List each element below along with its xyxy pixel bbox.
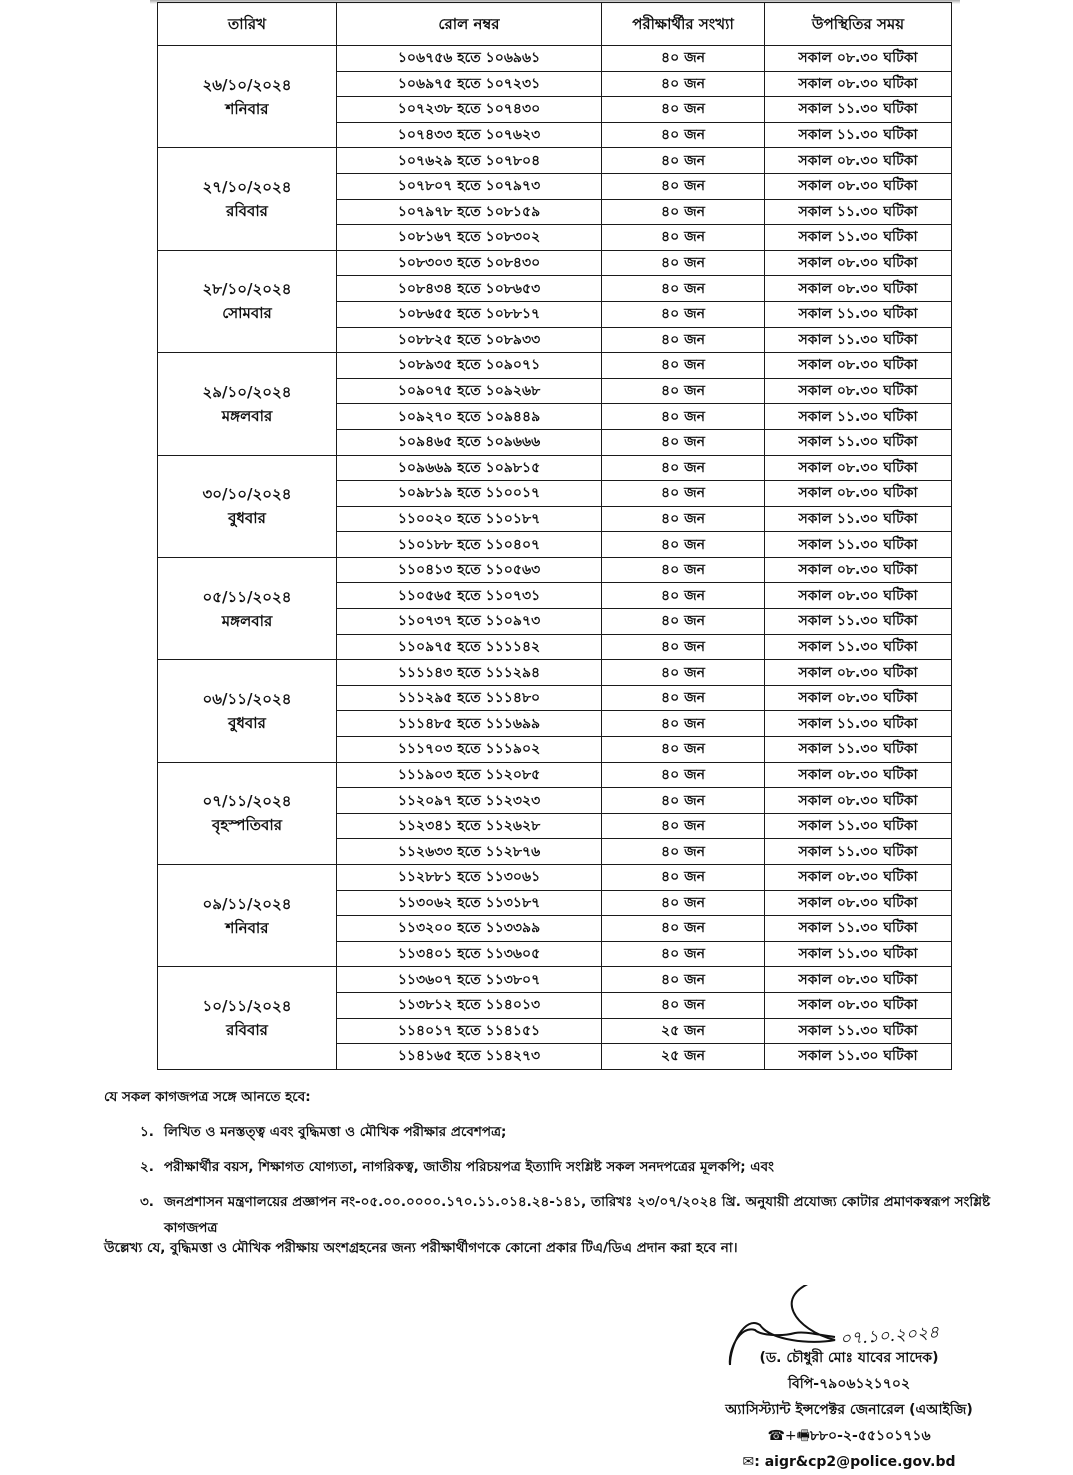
exam-weekday: রবিবার — [226, 202, 268, 221]
candidate-count-cell: ৪০ জন — [602, 455, 765, 481]
exam-weekday: শনিবার — [225, 918, 269, 937]
reporting-time-cell: সকাল ০৮.৩০ ঘটিকা — [765, 148, 952, 174]
candidate-count-cell: ৪০ জন — [602, 685, 765, 711]
candidate-count-cell: ৪০ জন — [602, 506, 765, 532]
roll-range-cell: ১০৭৮০৭ হতে ১০৭৯৭৩ — [337, 173, 602, 199]
exam-weekday: বুধবার — [228, 509, 266, 528]
candidate-count-cell: ২৫ জন — [602, 1018, 765, 1044]
reporting-time-cell: সকাল ১১.৩০ ঘটিকা — [765, 916, 952, 942]
signature-date: ০৭.১০.২০২৪ — [839, 1322, 940, 1350]
list-item: ১. লিখিত ও মনস্তত্ত্ব এবং বুদ্ধিমত্তা ও মৌখিক পরীক্ষার প্রবেশপত্র; — [140, 1124, 507, 1140]
reporting-time-cell: সকাল ০৮.৩০ ঘটিকা — [765, 455, 952, 481]
table-row — [158, 455, 952, 481]
reporting-time-cell: সকাল ১১.৩০ ঘটিকা — [765, 199, 952, 225]
reporting-time-cell: সকাল ১১.৩০ ঘটিকা — [765, 404, 952, 430]
roll-range-cell: ১০৮৮২৫ হতে ১০৮৯৩৩ — [337, 327, 602, 353]
roll-range-cell: ১০৯৮১৯ হতে ১১০০১৭ — [337, 481, 602, 507]
reporting-time-cell: সকাল ০৮.৩০ ঘটিকা — [765, 173, 952, 199]
table-row — [158, 660, 952, 686]
reporting-time-cell: সকাল ০৮.৩০ ঘটিকা — [765, 583, 952, 609]
candidate-count-cell: ৪০ জন — [602, 97, 765, 123]
exam-date: ২৬/১০/২০২৪ — [202, 75, 292, 94]
candidate-count-cell: ৪০ জন — [602, 327, 765, 353]
date-cell — [158, 148, 337, 250]
candidate-count-cell: ৪০ জন — [602, 481, 765, 507]
header-date: তারিখ — [158, 3, 337, 46]
list-item: ৩. জনপ্রশাসন মন্ত্রণালয়ের প্রজ্ঞাপন নং-০৫.০০.০০০০.১৭০.১১.০১৪.২৪-১৪১, তারিখঃ ২৩/০৭/২০২৪ খ্রি. অনুযায়ী প্রযোজ্য কোটার প্রমাণকস্বরূপ সংশ্লিষ্ট কাগজপত্র — [140, 1194, 991, 1236]
reporting-time-cell: সকাল ০৮.৩০ ঘটিকা — [765, 46, 952, 72]
candidate-count-cell: ৪০ জন — [602, 660, 765, 686]
reporting-time-cell: সকাল ১১.৩০ ঘটিকা — [765, 122, 952, 148]
exam-weekday: শনিবার — [225, 99, 269, 118]
reporting-time-cell: সকাল ০৮.৩০ ঘটিকা — [765, 660, 952, 686]
exam-date: ০৫/১১/২০২৪ — [202, 587, 292, 606]
table-row — [158, 762, 952, 788]
roll-range-cell: ১০৭৯৭৮ হতে ১০৮১৫৯ — [337, 199, 602, 225]
candidate-count-cell: ৪০ জন — [602, 609, 765, 635]
roll-range-cell: ১১৩০৬২ হতে ১১৩১৮৭ — [337, 890, 602, 916]
table-row — [158, 865, 952, 891]
candidate-count-cell: ৪০ জন — [602, 839, 765, 865]
ta-da-remark: উল্লেখ্য যে, বুদ্ধিমত্তা ও মৌখিক পরীক্ষায় অংশগ্রহনের জন্য পরীক্ষার্থীগণকে কোনো প্রকার টিএ/ডিএ প্রদান করা হবে না। — [104, 1240, 738, 1256]
reporting-time-cell: সকাল ১১.৩০ ঘটিকা — [765, 711, 952, 737]
date-cell — [158, 967, 337, 1069]
reporting-time-cell: সকাল ০৮.৩০ ঘটিকা — [765, 762, 952, 788]
reporting-time-cell: সকাল ১১.৩০ ঘটিকা — [765, 97, 952, 123]
date-cell — [158, 660, 337, 762]
reporting-time-cell: সকাল ০৮.৩০ ঘটিকা — [765, 557, 952, 583]
candidate-count-cell: ৪০ জন — [602, 301, 765, 327]
candidate-count-cell: ৪০ জন — [602, 865, 765, 891]
roll-range-cell: ১১৩৮১২ হতে ১১৪০১৩ — [337, 992, 602, 1018]
roll-range-cell: ১১২৩৪১ হতে ১১২৬২৮ — [337, 813, 602, 839]
candidate-count-cell: ৪০ জন — [602, 762, 765, 788]
candidate-count-cell: ৪০ জন — [602, 250, 765, 276]
date-cell — [158, 557, 337, 659]
reporting-time-cell: সকাল ১১.৩০ ঘটিকা — [765, 1044, 952, 1070]
roll-range-cell: ১১২৮৮১ হতে ১১৩০৬১ — [337, 865, 602, 891]
reporting-time-cell: সকাল ১১.৩০ ঘটিকা — [765, 609, 952, 635]
exam-date: ২৯/১০/২০২৪ — [202, 382, 292, 401]
signatory-bp: বিপি-৭৯০৬১২১৭০২ — [787, 1376, 911, 1392]
candidate-count-cell: ৪০ জন — [602, 583, 765, 609]
table-row — [158, 250, 952, 276]
roll-range-cell: ১০৯২৭০ হতে ১০৯৪৪৯ — [337, 404, 602, 430]
roll-range-cell: ১১০৭৩৭ হতে ১১০৯৭৩ — [337, 609, 602, 635]
exam-weekday: রবিবার — [226, 1021, 268, 1040]
exam-date: ২৮/১০/২০২৪ — [202, 280, 292, 299]
table-row — [158, 557, 952, 583]
exam-date: ০৬/১১/২০২৪ — [202, 689, 292, 708]
roll-range-cell: ১০৬৯৭৫ হতে ১০৭২৩১ — [337, 71, 602, 97]
table-header-row — [158, 3, 952, 46]
roll-range-cell: ১১০০২০ হতে ১১০১৮৭ — [337, 506, 602, 532]
candidate-count-cell: ৪০ জন — [602, 122, 765, 148]
signatory-phone: ☎+🖷৮৮০-২-৫৫১০১৭১৬ — [694, 1423, 1004, 1449]
roll-range-cell: ১০৮৪৩৪ হতে ১০৮৬৫৩ — [337, 276, 602, 302]
candidate-count-cell: ৪০ জন — [602, 941, 765, 967]
roll-range-cell: ১১৪০১৭ হতে ১১৪১৫১ — [337, 1018, 602, 1044]
reporting-time-cell: সকাল ০৮.৩০ ঘটিকা — [765, 276, 952, 302]
candidate-count-cell: ৪০ জন — [602, 711, 765, 737]
candidate-count-cell: ৪০ জন — [602, 148, 765, 174]
reporting-time-cell: সকাল ০৮.৩০ ঘটিকা — [765, 353, 952, 379]
reporting-time-cell: সকাল ১১.৩০ ঘটিকা — [765, 941, 952, 967]
candidate-count-cell: ৪০ জন — [602, 916, 765, 942]
candidate-count-cell: ৪০ জন — [602, 225, 765, 251]
roll-range-cell: ১০৭৪৩৩ হতে ১০৭৬২৩ — [337, 122, 602, 148]
reporting-time-cell: সকাল ১১.৩০ ঘটিকা — [765, 506, 952, 532]
roll-range-cell: ১০৬৭৫৬ হতে ১০৬৯৬১ — [337, 46, 602, 72]
candidate-count-cell: ৪০ জন — [602, 967, 765, 993]
reporting-time-cell: সকাল ০৮.৩০ ঘটিকা — [765, 788, 952, 814]
signatory-block — [694, 1345, 1004, 1475]
exam-date: ১০/১১/২০২৪ — [202, 997, 292, 1016]
candidate-count-cell: ৪০ জন — [602, 276, 765, 302]
roll-range-cell: ১১১৪৮৫ হতে ১১১৬৯৯ — [337, 711, 602, 737]
exam-date: ০৯/১১/২০২৪ — [202, 894, 292, 913]
roll-range-cell: ১১১৭০৩ হতে ১১১৯০২ — [337, 737, 602, 763]
reporting-time-cell: সকাল ১১.৩০ ঘটিকা — [765, 429, 952, 455]
roll-range-cell: ১১০৪১৩ হতে ১১০৫৬৩ — [337, 557, 602, 583]
roll-range-cell: ১১০৯৭৫ হতে ১১১১৪২ — [337, 634, 602, 660]
reporting-time-cell: সকাল ১১.৩০ ঘটিকা — [765, 839, 952, 865]
date-cell — [158, 762, 337, 864]
signatory-designation: অ্যাসিস্ট্যান্ট ইন্সপেক্টর জেনারেল (এআইজি) — [725, 1402, 973, 1418]
exam-date: ৩০/১০/২০২৪ — [202, 485, 292, 504]
candidate-count-cell: ৪০ জন — [602, 353, 765, 379]
list-item: ২. পরীক্ষার্থীর বয়স, শিক্ষাগত যোগ্যতা, নাগরিকত্ব, জাতীয় পরিচয়পত্র ইত্যাদি সংশ্লিষ্ট সকল সনদপত্রের মূলকপি; এবং — [140, 1159, 774, 1175]
date-cell — [158, 455, 337, 557]
reporting-time-cell: সকাল ০৮.৩০ ঘটিকা — [765, 378, 952, 404]
roll-range-cell: ১১৩৬০৭ হতে ১১৩৮০৭ — [337, 967, 602, 993]
reporting-time-cell: সকাল ০৮.৩০ ঘটিকা — [765, 890, 952, 916]
date-cell — [158, 865, 337, 967]
roll-range-cell: ১১০১৮৮ হতে ১১০৪০৭ — [337, 532, 602, 558]
required-documents — [104, 1086, 1024, 1250]
candidate-count-cell: ৪০ জন — [602, 71, 765, 97]
table-row — [158, 46, 952, 72]
candidate-count-cell: ৪০ জন — [602, 429, 765, 455]
reporting-time-cell: সকাল ০৮.৩০ ঘটিকা — [765, 250, 952, 276]
roll-range-cell: ১০৯০৭৫ হতে ১০৯২৬৮ — [337, 378, 602, 404]
candidate-count-cell: ৪০ জন — [602, 890, 765, 916]
header-roll: রোল নম্বর — [337, 3, 602, 46]
candidate-count-cell: ৪০ জন — [602, 404, 765, 430]
candidate-count-cell: ৪০ জন — [602, 199, 765, 225]
exam-weekday: মঙ্গলবার — [221, 611, 273, 630]
roll-range-cell: ১১২০৯৭ হতে ১১২৩২৩ — [337, 788, 602, 814]
roll-range-cell: ১০৮১৬৭ হতে ১০৮৩০২ — [337, 225, 602, 251]
date-cell — [158, 250, 337, 352]
reporting-time-cell: সকাল ১১.৩০ ঘটিকা — [765, 532, 952, 558]
exam-weekday: সোমবার — [222, 304, 272, 323]
roll-range-cell: ১১৩২০০ হতে ১১৩৩৯৯ — [337, 916, 602, 942]
table-row — [158, 148, 952, 174]
roll-range-cell: ১১১১৪৩ হতে ১১১২৯৪ — [337, 660, 602, 686]
header-count: পরীক্ষার্থীর সংখ্যা — [602, 3, 765, 46]
roll-range-cell: ১১৩৪০১ হতে ১১৩৬০৫ — [337, 941, 602, 967]
exam-weekday: বৃহস্পতিবার — [212, 816, 282, 835]
exam-date: ০৭/১১/২০২৪ — [202, 792, 292, 811]
reporting-time-cell: সকাল ০৮.৩০ ঘটিকা — [765, 865, 952, 891]
roll-range-cell: ১০৮৯৩৫ হতে ১০৯০৭১ — [337, 353, 602, 379]
roll-range-cell: ১১১২৯৫ হতে ১১১৪৮০ — [337, 685, 602, 711]
roll-range-cell: ১০৯৬৬৯ হতে ১০৯৮১৫ — [337, 455, 602, 481]
exam-date: ২৭/১০/২০২৪ — [202, 178, 292, 197]
envelope-icon: ✉ — [742, 1454, 755, 1470]
candidate-count-cell: ৪০ জন — [602, 378, 765, 404]
roll-range-cell: ১১১৯০৩ হতে ১১২০৮৫ — [337, 762, 602, 788]
reporting-time-cell: সকাল ০৮.৩০ ঘটিকা — [765, 967, 952, 993]
reporting-time-cell: সকাল ০৮.৩০ ঘটিকা — [765, 481, 952, 507]
candidate-count-cell: ৪০ জন — [602, 737, 765, 763]
header-time: উপস্থিতির সময় — [765, 3, 952, 46]
signatory-email: ✉: aigr&cp2@police.gov.bd — [694, 1449, 1004, 1475]
roll-range-cell: ১০৭২৩৮ হতে ১০৭৪৩০ — [337, 97, 602, 123]
roll-range-cell: ১১৪১৬৫ হতে ১১৪২৭৩ — [337, 1044, 602, 1070]
roll-range-cell: ১০৮৩০৩ হতে ১০৮৪৩০ — [337, 250, 602, 276]
phone-fax-icon: ☎+🖷 — [767, 1428, 810, 1444]
date-cell — [158, 46, 337, 148]
documents-list — [104, 1119, 1024, 1241]
reporting-time-cell: সকাল ১১.৩০ ঘটিকা — [765, 301, 952, 327]
candidate-count-cell: ৪০ জন — [602, 992, 765, 1018]
roll-range-cell: ১০৯৪৬৫ হতে ১০৯৬৬৬ — [337, 429, 602, 455]
notes-title: যে সকল কাগজপত্র সঙ্গে আনতে হবে: — [104, 1089, 311, 1105]
reporting-time-cell: সকাল ১১.৩০ ঘটিকা — [765, 813, 952, 839]
candidate-count-cell: ৪০ জন — [602, 634, 765, 660]
candidate-count-cell: ৪০ জন — [602, 813, 765, 839]
exam-weekday: বুধবার — [228, 713, 266, 732]
date-cell — [158, 353, 337, 455]
reporting-time-cell: সকাল ১১.৩০ ঘটিকা — [765, 1018, 952, 1044]
reporting-time-cell: সকাল ০৮.৩০ ঘটিকা — [765, 71, 952, 97]
table-body — [158, 46, 952, 1070]
reporting-time-cell: সকাল ১১.৩০ ঘটিকা — [765, 327, 952, 353]
table-row — [158, 353, 952, 379]
reporting-time-cell: সকাল ০৮.৩০ ঘটিকা — [765, 685, 952, 711]
candidate-count-cell: ৪০ জন — [602, 532, 765, 558]
roll-range-cell: ১০৭৬২৯ হতে ১০৭৮০৪ — [337, 148, 602, 174]
candidate-count-cell: ২৫ জন — [602, 1044, 765, 1070]
reporting-time-cell: সকাল ০৮.৩০ ঘটিকা — [765, 992, 952, 1018]
exam-weekday: মঙ্গলবার — [221, 406, 273, 425]
roll-range-cell: ১১২৬৩৩ হতে ১১২৮৭৬ — [337, 839, 602, 865]
reporting-time-cell: সকাল ১১.৩০ ঘটিকা — [765, 737, 952, 763]
roll-range-cell: ১১০৫৬৫ হতে ১১০৭৩১ — [337, 583, 602, 609]
reporting-time-cell: সকাল ১১.৩০ ঘটিকা — [765, 634, 952, 660]
candidate-count-cell: ৪০ জন — [602, 46, 765, 72]
reporting-time-cell: সকাল ১১.৩০ ঘটিকা — [765, 225, 952, 251]
candidate-count-cell: ৪০ জন — [602, 788, 765, 814]
signatory-name: (ড. চৌধুরী মোঃ যাবের সাদেক) — [759, 1350, 939, 1366]
roll-range-cell: ১০৮৬৫৫ হতে ১০৮৮১৭ — [337, 301, 602, 327]
candidate-count-cell: ৪০ জন — [602, 173, 765, 199]
candidate-count-cell: ৪০ জন — [602, 557, 765, 583]
table-row — [158, 967, 952, 993]
exam-schedule-table — [157, 2, 952, 1070]
